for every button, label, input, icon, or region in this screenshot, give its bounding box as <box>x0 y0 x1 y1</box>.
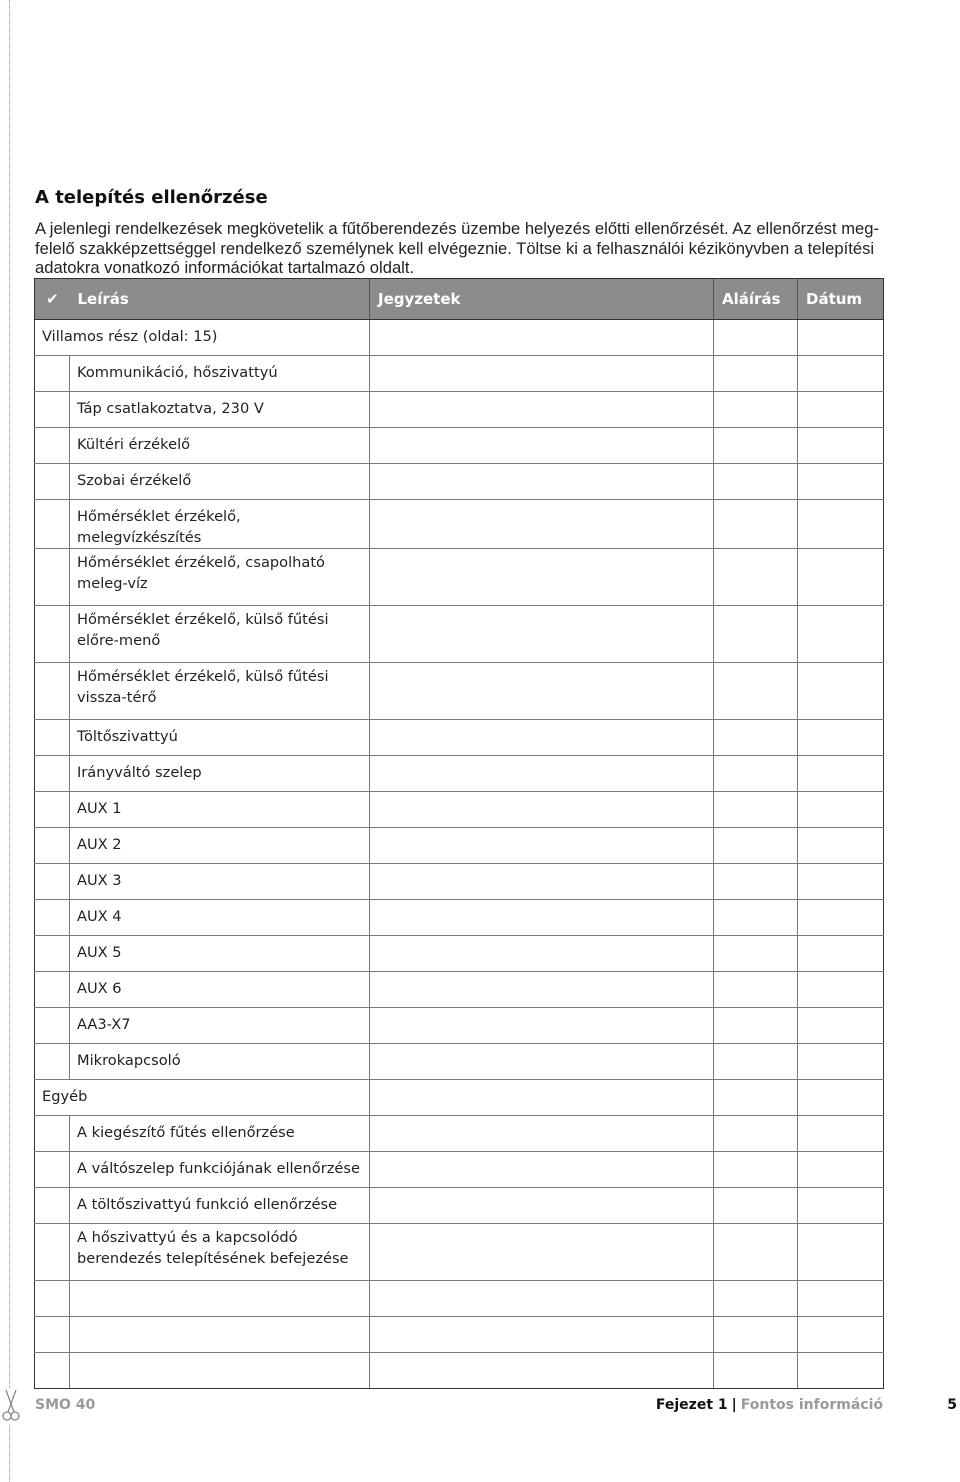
item-description: Hőmérséklet érzékelő, melegvízkészítés <box>77 508 241 546</box>
section-row <box>35 1080 884 1116</box>
table-row <box>35 1188 884 1224</box>
date-cell[interactable] <box>798 900 884 936</box>
notes-cell[interactable] <box>370 1008 714 1044</box>
notes-cell[interactable] <box>370 606 714 663</box>
check-box[interactable] <box>35 792 70 828</box>
check-box[interactable] <box>35 936 70 972</box>
table-row <box>35 428 884 464</box>
date-cell[interactable] <box>798 864 884 900</box>
date-cell[interactable] <box>798 720 884 756</box>
check-box[interactable] <box>35 972 70 1008</box>
check-box[interactable] <box>35 356 70 392</box>
table-row <box>35 828 884 864</box>
table-row <box>35 500 884 549</box>
item-description <box>77 1353 362 1359</box>
date-cell[interactable] <box>798 972 884 1008</box>
item-description: A váltószelep funkciójának ellenőrzése <box>77 1160 360 1177</box>
check-box[interactable] <box>35 720 70 756</box>
date-cell[interactable] <box>798 936 884 972</box>
check-box[interactable] <box>35 1188 70 1224</box>
date-cell[interactable] <box>798 392 884 428</box>
item-description: Kültéri érzékelő <box>77 436 191 453</box>
signature-cell[interactable] <box>714 972 798 1008</box>
date-cell[interactable] <box>798 1281 884 1317</box>
date-cell[interactable] <box>798 428 884 464</box>
signature-cell[interactable] <box>714 936 798 972</box>
notes-cell[interactable] <box>370 864 714 900</box>
table-row <box>35 1317 884 1353</box>
check-box[interactable] <box>35 864 70 900</box>
scissors-icon <box>1 1388 21 1424</box>
section-title: Villamos rész (oldal: 15) <box>42 328 218 345</box>
date-cell[interactable] <box>798 1224 884 1281</box>
item-description: Hőmérséklet érzékelő, külső fűtési vissza-térő <box>77 668 329 706</box>
table-row <box>35 1353 884 1389</box>
table-row <box>35 392 884 428</box>
table-row <box>35 356 884 392</box>
item-description: AUX 4 <box>77 908 122 925</box>
table-row <box>35 1044 884 1080</box>
table-row <box>35 1008 884 1044</box>
signature-cell[interactable] <box>714 1353 798 1389</box>
footer-separator: | <box>731 1397 737 1413</box>
table-body <box>35 320 884 1389</box>
page-number: 5 <box>947 1397 957 1413</box>
item-description: Irányváltó szelep <box>77 764 202 781</box>
date-cell[interactable] <box>798 606 884 663</box>
signature-cell[interactable] <box>714 1116 798 1152</box>
header-notes: Jegyzetek <box>370 279 714 320</box>
notes-cell[interactable] <box>370 392 714 428</box>
notes-cell[interactable] <box>370 1317 714 1353</box>
signature-cell[interactable] <box>714 663 798 720</box>
signature-cell[interactable] <box>714 320 798 356</box>
check-box[interactable] <box>35 1044 70 1080</box>
item-description: A töltőszivattyú funkció ellenőrzése <box>77 1196 338 1213</box>
table-row <box>35 1224 884 1281</box>
date-cell[interactable] <box>798 1008 884 1044</box>
footer-chapter-number: Fejezet 1 <box>655 1397 728 1413</box>
date-cell[interactable] <box>798 1044 884 1080</box>
signature-cell[interactable] <box>714 1152 798 1188</box>
item-description: Táp csatlakoztatva, 230 V <box>77 400 264 417</box>
signature-cell[interactable] <box>714 1008 798 1044</box>
table-row <box>35 1116 884 1152</box>
check-box[interactable] <box>35 1152 70 1188</box>
check-box[interactable] <box>35 428 70 464</box>
date-cell[interactable] <box>798 356 884 392</box>
signature-cell[interactable] <box>714 756 798 792</box>
check-box[interactable] <box>35 464 70 500</box>
check-box[interactable] <box>35 756 70 792</box>
date-cell[interactable] <box>798 500 884 549</box>
signature-cell[interactable] <box>714 828 798 864</box>
table-row <box>35 900 884 936</box>
notes-cell[interactable] <box>370 756 714 792</box>
notes-cell[interactable] <box>370 1188 714 1224</box>
table-row <box>35 756 884 792</box>
signature-cell[interactable] <box>714 1317 798 1353</box>
item-description <box>77 1281 362 1287</box>
signature-cell[interactable] <box>714 464 798 500</box>
header-date: Dátum <box>798 279 884 320</box>
check-box[interactable] <box>35 1224 70 1281</box>
table-row <box>35 936 884 972</box>
signature-cell[interactable] <box>714 900 798 936</box>
table-row <box>35 1281 884 1317</box>
table-row <box>35 720 884 756</box>
notes-cell[interactable] <box>370 1353 714 1389</box>
notes-cell[interactable] <box>370 428 714 464</box>
table-row <box>35 606 884 663</box>
section-row <box>35 320 884 356</box>
table-header-row <box>35 279 884 320</box>
footer-chapter <box>656 1397 883 1413</box>
item-description: AA3-X7 <box>77 1016 131 1033</box>
item-description: AUX 2 <box>77 836 122 853</box>
signature-cell[interactable] <box>714 720 798 756</box>
page-title: A telepítés ellenőrzése <box>35 187 268 208</box>
date-cell[interactable] <box>798 1152 884 1188</box>
footer-product-name: SMO 40 <box>35 1397 96 1413</box>
signature-cell[interactable] <box>714 864 798 900</box>
notes-cell[interactable] <box>370 549 714 606</box>
check-box[interactable] <box>35 1317 70 1353</box>
check-box[interactable] <box>35 663 70 720</box>
item-description: AUX 6 <box>77 980 122 997</box>
notes-cell[interactable] <box>370 1224 714 1281</box>
item-description: A kiegészítő fűtés ellenőrzése <box>77 1124 295 1141</box>
item-description: Hőmérséklet érzékelő, külső fűtési előre-menő <box>77 611 329 649</box>
item-description: Kommunikáció, hőszivattyú <box>77 364 278 381</box>
notes-cell[interactable] <box>370 900 714 936</box>
check-box[interactable] <box>35 500 70 549</box>
signature-cell[interactable] <box>714 1080 798 1116</box>
notes-cell[interactable] <box>370 1281 714 1317</box>
signature-cell[interactable] <box>714 1044 798 1080</box>
item-description: Töltőszivattyú <box>77 728 178 745</box>
item-description: Hőmérséklet érzékelő, csapolható meleg-víz <box>77 554 325 592</box>
signature-cell[interactable] <box>714 792 798 828</box>
item-description: Szobai érzékelő <box>77 472 192 489</box>
signature-cell[interactable] <box>714 500 798 549</box>
check-box[interactable] <box>35 1008 70 1044</box>
signature-cell[interactable] <box>714 356 798 392</box>
check-box[interactable] <box>35 549 70 606</box>
item-description: AUX 3 <box>77 872 122 889</box>
signature-cell[interactable] <box>714 392 798 428</box>
cut-line <box>9 0 10 1482</box>
check-box[interactable] <box>35 828 70 864</box>
item-description: AUX 1 <box>77 800 122 817</box>
date-cell[interactable] <box>798 1317 884 1353</box>
check-box[interactable] <box>35 392 70 428</box>
notes-cell[interactable] <box>370 792 714 828</box>
table-row <box>35 1152 884 1188</box>
check-box[interactable] <box>35 606 70 663</box>
checklist-table <box>34 278 884 1389</box>
check-box[interactable] <box>35 1116 70 1152</box>
table-row <box>35 864 884 900</box>
date-cell[interactable] <box>798 464 884 500</box>
table-row <box>35 464 884 500</box>
date-cell[interactable] <box>798 320 884 356</box>
table-row <box>35 663 884 720</box>
notes-cell[interactable] <box>370 663 714 720</box>
notes-cell[interactable] <box>370 356 714 392</box>
date-cell[interactable] <box>798 1116 884 1152</box>
notes-cell[interactable] <box>370 464 714 500</box>
date-cell[interactable] <box>798 1080 884 1116</box>
date-cell[interactable] <box>798 828 884 864</box>
date-cell[interactable] <box>798 756 884 792</box>
header-description: Leírás <box>70 279 370 320</box>
notes-cell[interactable] <box>370 720 714 756</box>
intro-paragraph: A jelenlegi rendelkezések megkövetelik a fűtőberendezés üzembe helyezés előtti ellenőrzését. Az ellenőrzést megfelelő szakképzettséggel rendelkező személynek kell elvégeznie. Töltse ki a felhasználói kézikönyvben a telepítési adatokra vonatkozó információkat tartalmazó oldalt. <box>35 219 880 277</box>
item-description: A hőszivattyú és a kapcsolódó berendezés telepítésének befejezése <box>77 1229 349 1267</box>
item-description: Mikrokapcsoló <box>77 1052 181 1069</box>
signature-cell[interactable] <box>714 1188 798 1224</box>
notes-cell[interactable] <box>370 500 714 549</box>
signature-cell[interactable] <box>714 1224 798 1281</box>
notes-cell[interactable] <box>370 320 714 356</box>
notes-cell[interactable] <box>370 1152 714 1188</box>
header-signature: Aláírás <box>714 279 798 320</box>
date-cell[interactable] <box>798 1353 884 1389</box>
signature-cell[interactable] <box>714 549 798 606</box>
checkmark-header-icon: ✔ <box>35 279 70 320</box>
signature-cell[interactable] <box>714 606 798 663</box>
date-cell[interactable] <box>798 549 884 606</box>
section-title: Egyéb <box>42 1088 88 1105</box>
date-cell[interactable] <box>798 792 884 828</box>
notes-cell[interactable] <box>370 1044 714 1080</box>
table-row <box>35 972 884 1008</box>
notes-cell[interactable] <box>370 972 714 1008</box>
notes-cell[interactable] <box>370 1116 714 1152</box>
footer-chapter-topic: Fontos információ <box>740 1397 883 1413</box>
notes-cell[interactable] <box>370 1080 714 1116</box>
item-description <box>77 1317 362 1323</box>
date-cell[interactable] <box>798 663 884 720</box>
check-box[interactable] <box>35 1281 70 1317</box>
table-row <box>35 549 884 606</box>
check-box[interactable] <box>35 900 70 936</box>
notes-cell[interactable] <box>370 828 714 864</box>
item-description: AUX 5 <box>77 944 122 961</box>
table-row <box>35 792 884 828</box>
date-cell[interactable] <box>798 1188 884 1224</box>
notes-cell[interactable] <box>370 936 714 972</box>
signature-cell[interactable] <box>714 1281 798 1317</box>
signature-cell[interactable] <box>714 428 798 464</box>
check-box[interactable] <box>35 1353 70 1389</box>
